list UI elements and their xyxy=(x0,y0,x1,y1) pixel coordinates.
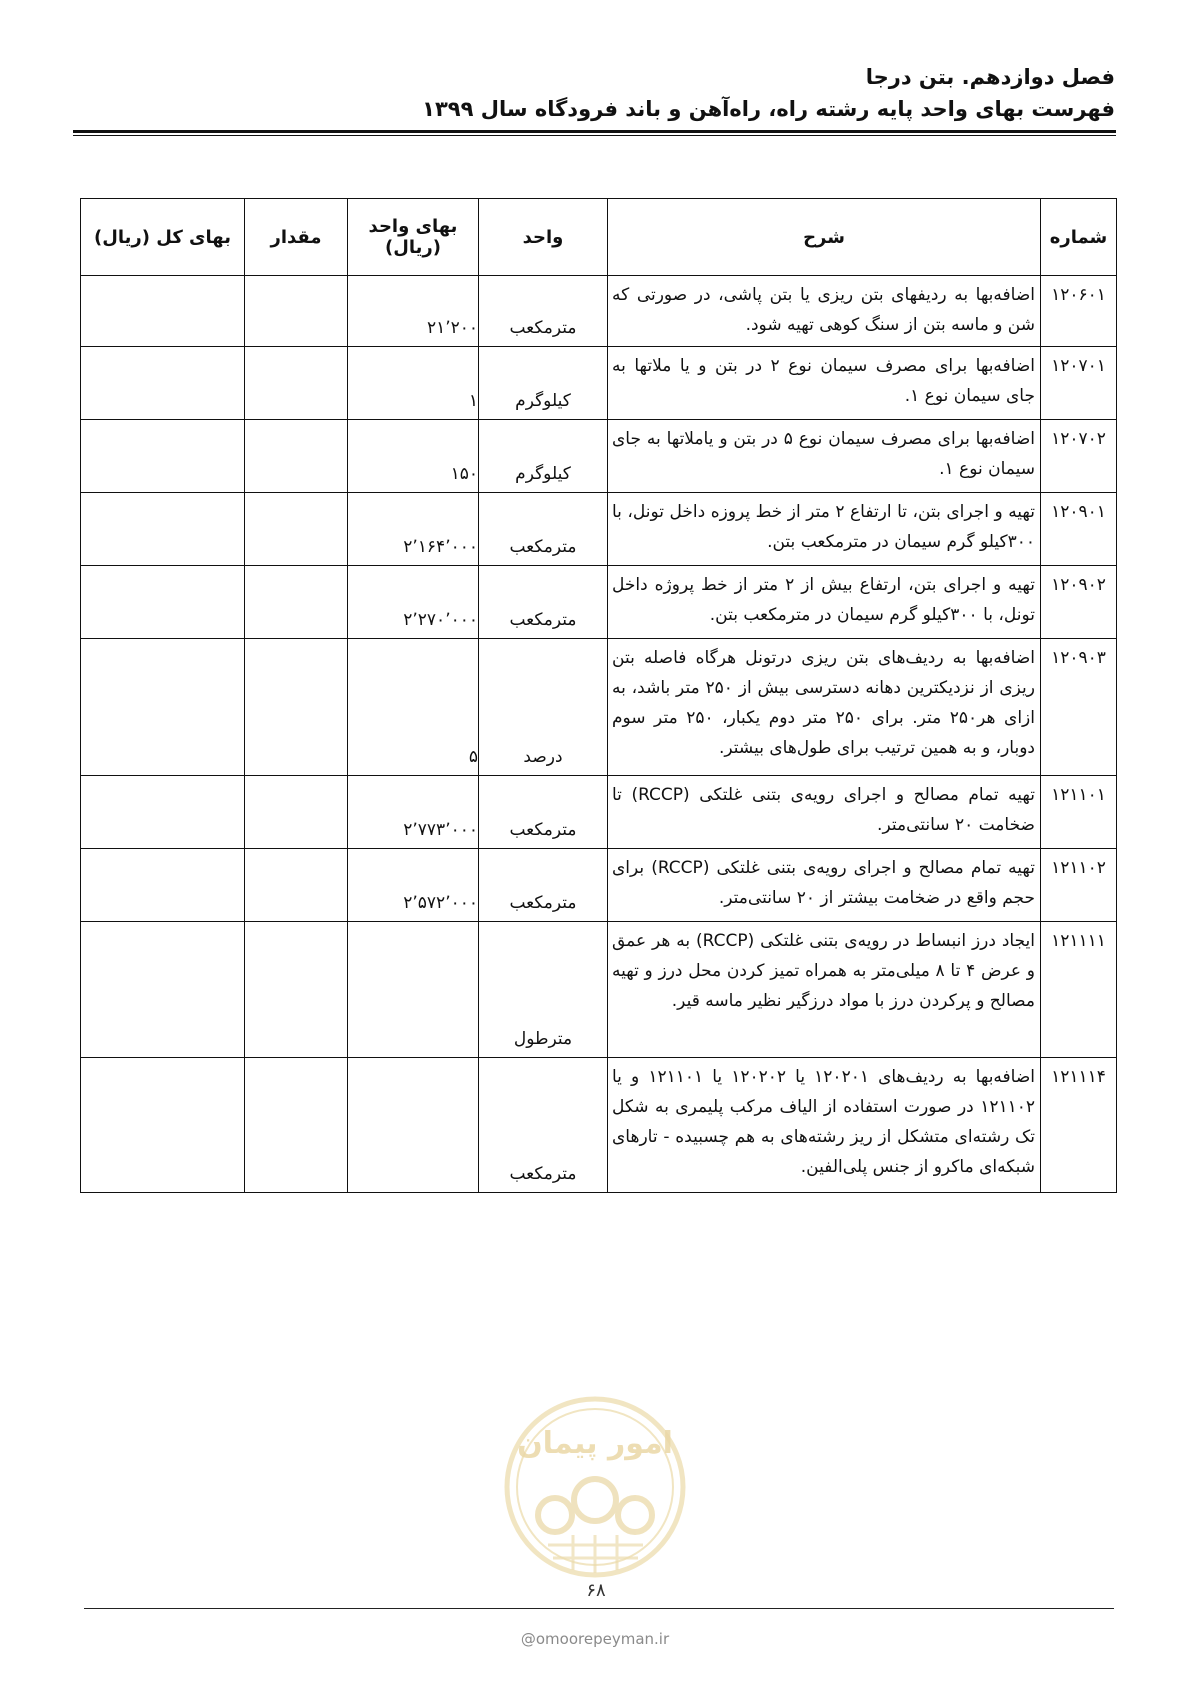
item-total-price xyxy=(81,347,245,420)
item-code: ۱۲۰۷۰۱ xyxy=(1041,347,1117,420)
item-unit-price: ۲٬۷۷۳٬۰۰۰ xyxy=(348,776,479,849)
item-code: ۱۲۰۹۰۳ xyxy=(1041,639,1117,776)
item-unit-price: ۵ xyxy=(348,639,479,776)
table-row xyxy=(81,347,1117,420)
header-unit: واحد xyxy=(479,199,608,276)
table-row xyxy=(81,566,1117,639)
document-subtitle: فهرست بهای واحد پایه رشته راه، راه‌آهن و باند فرودگاه سال ۱۳۹۹ xyxy=(422,97,1115,121)
item-quantity xyxy=(245,922,348,1058)
item-unit-price: ۲۱٬۲۰۰ xyxy=(348,276,479,347)
table-row xyxy=(81,1058,1117,1193)
item-code: ۱۲۱۱۱۱ xyxy=(1041,922,1117,1058)
item-unit-price: ۲٬۵۷۲٬۰۰۰ xyxy=(348,849,479,922)
item-unit-price xyxy=(348,1058,479,1193)
header-unit-price-label: بهای واحد xyxy=(368,216,458,237)
item-unit-price: ۲٬۲۷۰٬۰۰۰ xyxy=(348,566,479,639)
price-table xyxy=(80,198,1117,1193)
table-row xyxy=(81,922,1117,1058)
item-unit: کیلوگرم xyxy=(479,420,608,493)
item-description: تهیه تمام مصالح و اجرای رویه‌ی بتنی غلتکی (RCCP) برای حجم واقع در ضخامت بیشتر از ۲۰ سانتی‌متر. xyxy=(608,849,1041,922)
table-row xyxy=(81,849,1117,922)
table-header-row xyxy=(81,199,1117,276)
item-total-price xyxy=(81,922,245,1058)
footer-rule xyxy=(84,1608,1114,1609)
item-unit-price xyxy=(348,922,479,1058)
item-unit: مترمکعب xyxy=(479,276,608,347)
item-code: ۱۲۰۷۰۲ xyxy=(1041,420,1117,493)
item-description: اضافه‌بها برای مصرف سیمان نوع ۲ در بتن و یا ملاتها به جای سیمان نوع ۱. xyxy=(608,347,1041,420)
header-unit-price-currency: (ریال) xyxy=(385,237,441,258)
header-quantity: مقدار xyxy=(245,199,348,276)
header-rule-thick xyxy=(73,130,1116,133)
item-total-price xyxy=(81,1058,245,1193)
item-total-price xyxy=(81,493,245,566)
item-description: تهیه و اجرای بتن، ارتفاع بیش از ۲ متر از خط پروژه داخل تونل، با ۳۰۰کیلو گرم سیمان در مترمکعب بتن. xyxy=(608,566,1041,639)
seal-gears xyxy=(538,1479,652,1532)
item-description: تهیه تمام مصالح و اجرای رویه‌ی بتنی غلتکی (RCCP) تا ضخامت ۲۰ سانتی‌متر. xyxy=(608,776,1041,849)
item-unit: مترمکعب xyxy=(479,776,608,849)
table-row xyxy=(81,776,1117,849)
item-total-price xyxy=(81,566,245,639)
table-row xyxy=(81,276,1117,347)
item-description: ایجاد درز انبساط در رویه‌ی بتنی غلتکی (RCCP) به هر عمق و عرض ۴ تا ۸ میلی‌متر به همراه تمیز کردن محل درز و تهیه مصالح و پرکردن درز با مواد درزگیر نظیر ماسه قیر. xyxy=(608,922,1041,1058)
page-number: ۶۸ xyxy=(586,1580,606,1601)
header-unit-price xyxy=(348,199,479,276)
item-code: ۱۲۰۹۰۲ xyxy=(1041,566,1117,639)
item-code: ۱۲۱۱۰۲ xyxy=(1041,849,1117,922)
item-description: اضافه‌بها به ردیف‌های ۱۲۰۲۰۱ یا ۱۲۰۲۰۲ یا ۱۲۱۱۰۱ و یا ۱۲۱۱۰۲ در صورت استفاده از الیاف مرکب پلیمری به شکل تک رشته‌ای متشکل از ریز رشته‌های به هم چسبیده - تارهای شبکه‌ای ماکرو از جنس پلی‌الفین. xyxy=(608,1058,1041,1193)
item-description: اضافه‌بها به ردیفهای بتن ریزی یا بتن پاشی، در صورتی که شن و ماسه بتن از سنگ کوهی تهیه شود. xyxy=(608,276,1041,347)
chapter-title: فصل دوازدهم. بتن درجا xyxy=(865,65,1115,89)
item-total-price xyxy=(81,420,245,493)
item-unit: درصد xyxy=(479,639,608,776)
item-description: اضافه‌بها برای مصرف سیمان نوع ۵ در بتن و یاملاتها به جای سیمان نوع ۱. xyxy=(608,420,1041,493)
item-unit: مترمکعب xyxy=(479,493,608,566)
item-quantity xyxy=(245,347,348,420)
item-total-price xyxy=(81,776,245,849)
item-total-price xyxy=(81,849,245,922)
table-body xyxy=(81,276,1117,1193)
item-code: ۱۲۰۹۰۱ xyxy=(1041,493,1117,566)
item-unit-price: ۲٬۱۶۴٬۰۰۰ xyxy=(348,493,479,566)
item-code: ۱۲۱۱۰۱ xyxy=(1041,776,1117,849)
item-unit-price: ۱۵۰ xyxy=(348,420,479,493)
item-unit-price: ۱ xyxy=(348,347,479,420)
watermark-seal xyxy=(503,1395,688,1580)
table-row xyxy=(81,493,1117,566)
table-row xyxy=(81,420,1117,493)
item-quantity xyxy=(245,420,348,493)
item-description: اضافه‌بها به ردیف‌های بتن ریزی درتونل هرگاه فاصله بتن ریزی از نزدیکترین دهانه دسترسی بیش از ۲۵۰ متر باشد، به ازای هر۲۵۰ متر. برای ۲۵۰ متر دوم یکبار، ۲۵۰ متر سوم دوبار، و به همین ترتیب برای طول‌های بیشتر. xyxy=(608,639,1041,776)
item-unit: کیلوگرم xyxy=(479,347,608,420)
item-code: ۱۲۰۶۰۱ xyxy=(1041,276,1117,347)
item-quantity xyxy=(245,493,348,566)
item-total-price xyxy=(81,276,245,347)
item-unit: مترمکعب xyxy=(479,1058,608,1193)
item-quantity xyxy=(245,849,348,922)
item-unit: مترطول xyxy=(479,922,608,1058)
item-unit: مترمکعب xyxy=(479,849,608,922)
item-total-price xyxy=(81,639,245,776)
item-quantity xyxy=(245,776,348,849)
item-quantity xyxy=(245,566,348,639)
header-code: شماره xyxy=(1041,199,1117,276)
item-unit: مترمکعب xyxy=(479,566,608,639)
item-quantity xyxy=(245,639,348,776)
item-description: تهیه و اجرای بتن، تا ارتفاع ۲ متر از خط پروزه داخل تونل، با ۳۰۰کیلو گرم سیمان در مترمکعب بتن. xyxy=(608,493,1041,566)
header-total-price: بهای کل (ریال) xyxy=(81,199,245,276)
item-quantity xyxy=(245,276,348,347)
item-quantity xyxy=(245,1058,348,1193)
table-row xyxy=(81,639,1117,776)
header-description: شرح xyxy=(608,199,1041,276)
item-code: ۱۲۱۱۱۴ xyxy=(1041,1058,1117,1193)
seal-lettering: امور پیمان xyxy=(517,1426,673,1461)
site-watermark: @omoorepeyman.ir xyxy=(520,1630,670,1648)
header-rule-thin xyxy=(73,135,1116,136)
page-header xyxy=(75,62,1115,124)
